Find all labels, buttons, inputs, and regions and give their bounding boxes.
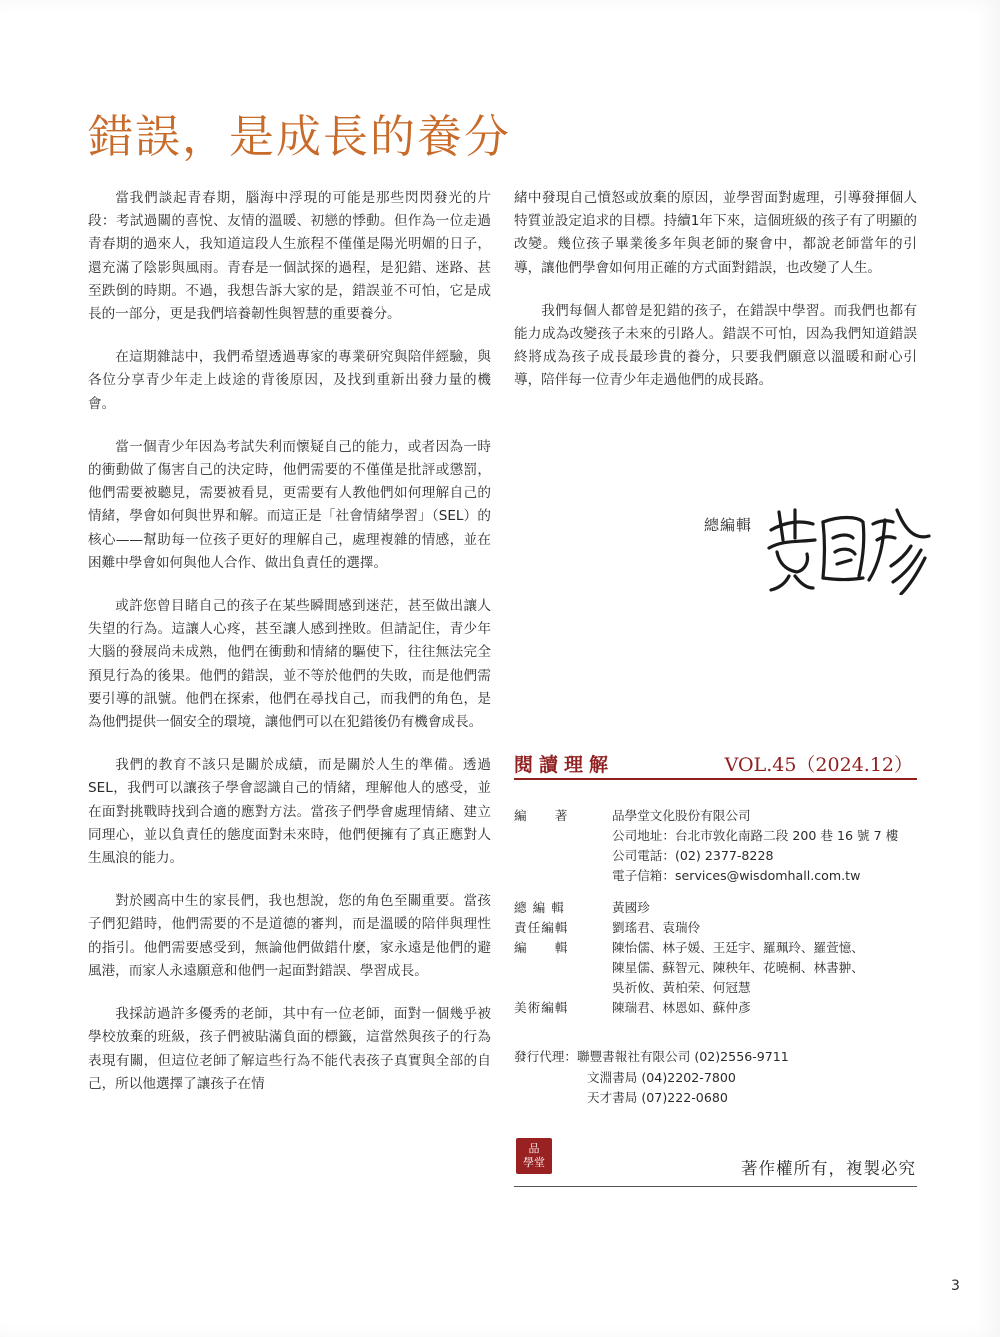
publisher-logo — [516, 1138, 552, 1174]
paragraph: 當我們談起青春期，腦海中浮現的可能是那些閃閃發光的片段：考試過關的喜悅、友情的溫暖、初戀的悸動。但作為一位走過青春期的過來人，我知道這段人生旅程不僅僅是陽光明媚的日子，還充滿了陰影與風雨。青春是一個試探的過程，是犯錯、迷路、甚至跌倒的時期。不過，我想告訴大家的是，錯誤並不可怕，它是成長的一部分，更是我們培養韌性與智慧的重要養分。 — [88, 190, 491, 323]
distributor-line: 發行代理：聯豐書報社有限公司 (02)2556-9711 — [514, 1049, 789, 1064]
credit-value: 電子信箱：services@wisdomhall.com.tw — [612, 868, 861, 883]
credit-row-art-editors — [514, 998, 917, 1018]
distributor-line: 天才書局 (07)222-0680 — [587, 1090, 728, 1105]
credit-value: 陳星儒、蘇智元、陳秧年、花曉桐、林書翀、 — [612, 960, 864, 975]
paragraph: 我們的教育不該只是關於成績，而是關於人生的準備。透過 SEL，我們可以讓孩子學會認識自己的情緒，理解他人的感受，並在面對挑戰時找到合適的應對方法。當孩子們學會處理情緒、建立同理心，並以負責任的態度面對未來時，他們便擁有了真正應對人生風浪的能力。 — [88, 757, 491, 867]
credit-label: 美術編輯 — [514, 1000, 569, 1015]
article-title: 錯誤，是成長的養分 — [88, 110, 512, 163]
left-column — [88, 187, 491, 1116]
credit-value: 品學堂文化股份有限公司 — [612, 808, 751, 823]
paragraph: 我們每個人都曾是犯錯的孩子，在錯誤中學習。而我們也都有能力成為改變孩子未來的引路人。錯誤不可怕，因為我們知道錯誤終將成為孩子成長最珍貴的養分，只要我們願意以溫暖和耐心引導，陪伴每一位青少年走過他們的成長路。 — [514, 302, 917, 389]
credit-value: 劉瑤君、袁瑞伶 — [612, 920, 701, 935]
credits — [514, 806, 917, 1018]
credit-label: 責任編輯 — [514, 920, 569, 935]
credit-row-editor-in-chief — [514, 898, 917, 918]
credit-row-managing-editor — [514, 918, 917, 938]
right-column — [514, 187, 917, 413]
paragraph: 我採訪過許多優秀的老師，其中有一位老師，面對一個幾乎被學校放棄的班級，孩子們被貼滿負面的標籤，這當然與孩子的行為表現有關，但這位老師了解這些行為不能代表孩子真實與全部的自己，所以他選擇了讓孩子在情 — [88, 1006, 491, 1092]
logo-text: 品 — [528, 1142, 540, 1155]
credit-value: 陳怡儒、林子媛、王廷宇、羅珮玲、羅萱憶、 — [612, 940, 864, 955]
credit-label: 編 著 — [514, 808, 569, 823]
credit-row-editors — [514, 938, 917, 998]
credit-row-publisher — [514, 806, 917, 886]
footer-divider — [514, 1186, 917, 1187]
colophon-header — [514, 748, 917, 780]
page-number: 3 — [951, 1278, 960, 1294]
logo-text: 學堂 — [523, 1156, 545, 1169]
signature-label: 總編輯 — [704, 516, 753, 534]
paragraph: 對於國高中生的家長們，我也想說，您的角色至關重要。當孩子們犯錯時，他們需要的不是道德的審判，而是溫暖的陪伴與理性的指引。他們需要感受到，無論他們做錯什麼，家永遠是他們的避風港，而家人永遠願意和他們一起面對錯誤、學習成長。 — [88, 893, 491, 979]
credit-value: 公司地址：台北市敦化南路二段 200 巷 16 號 7 樓 — [612, 828, 899, 843]
credit-value: 陳瑞君、林恩如、蘇仲彥 — [612, 1000, 751, 1015]
paragraph: 或許您曾目睹自己的孩子在某些瞬間感到迷茫，甚至做出讓人失望的行為。這讓人心疼，甚至讓人感到挫敗。但請記住，青少年大腦的發展尚未成熟，他們在衝動和情緒的驅使下，往往無法完全預見行為的後果。他們的錯誤，並不等於他們的失敗，而是他們需要引導的訊號。他們在探索，他們在尋找自己，而我們的角色，是為他們提供一個安全的環境，讓他們可以在犯錯後仍有機會成長。 — [88, 598, 491, 731]
volume-issue: VOL.45（2024.12） — [724, 754, 913, 776]
paragraph: 當一個青少年因為考試失利而懷疑自己的能力，或者因為一時的衝動做了傷害自己的決定時，他們需要的不僅僅是批評或懲罰，他們需要被聽見，需要被看見，更需要有人教他們如何理解自己的情緒，學會如何與世界和解。而這正是「社會情緒學習」（SEL）的核心——幫助每一位孩子更好的理解自己，處理複雜的情感，並在困難中學會如何與他人合作、做出負責任的選擇。 — [88, 438, 491, 571]
handwritten-signature — [765, 500, 935, 595]
credit-value: 黃國珍 — [612, 900, 650, 915]
distribution-info — [514, 1047, 789, 1109]
paragraph: 緒中發現自己憤怒或放棄的原因，並學習面對處理，引導發揮個人特質並設定追求的目標。持續1年下來，這個班級的孩子有了明顯的改變。幾位孩子畢業後多年與老師的聚會中，都說老師當年的引導，讓他們學會如何用正確的方式面對錯誤，也改變了人生。 — [514, 190, 917, 276]
copyright-notice: 著作權所有，複製必究 — [741, 1159, 916, 1178]
magazine-name: 閱讀理解 — [514, 754, 615, 776]
credit-value: 公司電話：(02) 2377-8228 — [612, 848, 774, 863]
credit-value: 吳祈攸、黃柏荣、何冠慧 — [612, 980, 751, 995]
distributor-line: 文淵書局 (04)2202-7800 — [587, 1069, 736, 1085]
paragraph: 在這期雜誌中，我們希望透過專家的專業研究與陪伴經驗，與各位分享青少年走上歧途的背後原因，及找到重新出發力量的機會。 — [88, 349, 491, 412]
credit-label: 總 編 輯 — [514, 900, 565, 915]
credit-label: 編 輯 — [514, 940, 569, 955]
